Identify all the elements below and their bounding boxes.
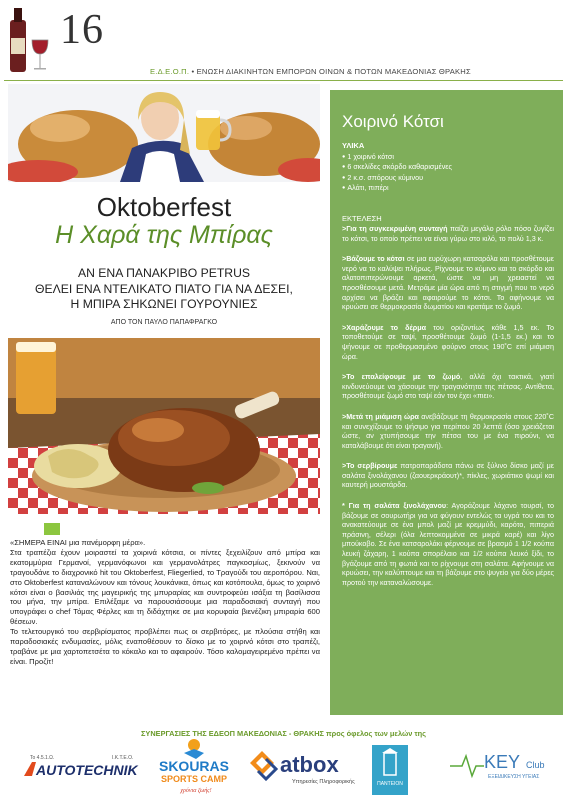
step-lead: >Μετά τη μιάμιση ώρα: [342, 411, 419, 421]
recipe-step: [342, 254, 554, 312]
step-text: παίζει μεγάλο ρόλο πόσο ζυγίζει το κότσι, το οποίο πρέπει να είναι γύρω στο κιλό, το πολύ 1,3 κ.: [342, 224, 554, 243]
step-lead: >Το επαλείφουμε με το ζωμό: [342, 372, 461, 382]
ingredient-item: ● Αλάτι, πιπέρι: [342, 183, 452, 193]
autotechnik-pre: Το 4.5.1.Ω.: [30, 755, 55, 761]
step-lead: >Βάζουμε το κότσι: [342, 254, 405, 264]
step-text: : Αγοράζουμε λάχανο τουρσί, το βάζουμε σε σουρωτήρι για να φύγουν εντελώς τα υγρά του και το ανακατεύουμε σε ένα μπολ μαζί με κρεμμύδι, καρότο, πιπεριά πράσινη, σέλερι (όλα λεπτοκομμένα σε μικρά καρέ) και λίγο μπούκοβο. Σε ένα κατσαρολάκι φέρνουμε σε βρασμό 1 1/2 κούπα λευκή ζάχαρη, 1 κούπα σπορέλαιο και 1/2 κούπα λευκό ξίδι, το βγάζουμε από τη φωτιά και το ρίχνουμε στη σαλάτα. Αφήνουμε να κρυώσει, την καλύπτουμε και τη βάζουμε στο ψυγείο για δύο μέρες προτού την καταναλώσουμε.: [342, 501, 554, 587]
autotechnik-logo[interactable]: [22, 750, 140, 785]
ingredient-item: ● 1 χοιρινό κότσι: [342, 152, 452, 162]
wine-bottle-glass-icon: [4, 4, 50, 74]
header-organization: [150, 67, 471, 76]
panteion-name: ΠΑΝΤΕΙΟΝ: [377, 781, 403, 787]
oktoberfest-waitress-photo: [8, 84, 320, 182]
recipe-steps: [342, 224, 554, 598]
recipe-step: [342, 372, 554, 401]
autotechnik-tag: Ι.Κ.Τ.Ε.Ο.: [112, 755, 134, 761]
partnerships-title: ΣΥΝΕΡΓΑΣΙΕΣ ΤΗΣ ΕΔΕΟΠ ΜΑΚΕΔΟΝΙΑΣ - ΘΡΑΚΗΣ προς όφελος των μελών της: [140, 729, 427, 738]
ingredients-heading: ΥΛΙΚΑ: [342, 141, 365, 150]
article-title: Oktoberfest: [96, 192, 232, 222]
deck-line: Η ΜΠΙΡΑ ΣΗΚΩΝΕΙ ΓΟΥΡΟΥΝΙΕΣ: [70, 297, 258, 311]
step-lead: >Το σερβίρουμε: [342, 461, 398, 471]
key-tag: ΕΞΕΙΔΙΚΕΥΣΗ ΥΓΕΙΑΣ: [488, 774, 540, 780]
deck-line: ΘΕΛΕΙ ΕΝΑ ΝΤΕΛΙΚΑΤΟ ΠΙΑΤΟ ΓΙΑ ΝΑ ΔΕΣΕΙ,: [35, 281, 293, 296]
step-text: του οριζοντίως κάθε 1,5 εκ. Το τοποθετούμε σε ταψί, προσθέτουμε ζωμό (1-1,5 εκ.) και το ψήνουμε σε προθερμασμένο φούρνο στους 190˚C επί μιάμιση ώρα.: [342, 322, 554, 361]
step-text: ανεβάζουμε τη θερμοκρασία στους 220˚C και συνεχίζουμε το ψήσιμο για περίπου 20 λεπτά (όσο χρειάζεται ώστε, αν χτυπήσουμε την πέτσα του με ένα πιρούνι, να καταλάβουμε ότι είναι τραγανή).: [342, 411, 555, 450]
recipe-step: [342, 461, 554, 490]
atbox-sub: Υπηρεσίες Πληροφορικής: [292, 779, 355, 785]
body-paragraph: Στα τραπέζια έχουν μοιραστεί τα χοιρινά κότσια, οι πίντες ξεχειλίζουν από μπίρα και εκατομμύρια Γερμανοί, γερμανόφωνοι και γερμανολάτρες παγκοσμίως, ξεκινούν να τραγουδάνε το διαχρονικό hit του Oktoberfest, Fliegerlied, το Τραγούδι του αεροπόρου. Ναι, στο Oktoberfest καταναλώνουν και τόνους λουκάνικα, όπως και κοτόπουλα, όμως το χοιρινό κότσι είναι ο βασιλιάς της μαγειρικής της μπυραρίας και συντροφεύει ισάξια τη βασίλισσα του μήνα, την μπίρα. Επιλέξαμε να παρουσιάσουμε μια παραδοσιακή συνταγή που υπογράφει ο chef Τόμας Φέρλες και τη διδάχτηκε σε μια κορυφαία βιενέζικη μπιραρία 600 θέσεων.: [10, 547, 320, 627]
key-name: KEY: [484, 752, 521, 772]
skouras-name: SKOURAS: [158, 758, 230, 774]
article-subtitle: Η Χαρά της Μπίρας: [55, 221, 273, 249]
body-paragraph: Το τελετουργικό του σερβιρίσματος προβλέπει πως οι σερβιτόρες, με πλούσια στήθη και παραδοσιακές ενδυμασίες, μόλις εναποθέσουν το δίσκο με το χοιρινό κότσι στο τραπέζι, τραβάνε με μια χαρτοπετσέτα το κόκαλο και το αφαιρούν. Τόσο καλομαγειρεμένο πρέπει να είναι. Προζίτ!: [10, 627, 320, 666]
execution-heading: ΕΚΤΕΛΕΣΗ: [342, 214, 382, 223]
panteion-logo[interactable]: [372, 745, 408, 795]
recipe-step: [342, 224, 554, 243]
org-name: ΕΝΩΣΗ ΔΙΑΚΙΝΗΤΩΝ ΕΜΠΟΡΩΝ ΟΙΝΩΝ & ΠΟΤΩΝ ΜΑΚΕΔΟΝΙΑΣ ΘΡΑΚΗΣ: [196, 67, 471, 76]
step-text: σε μια ευρύχωρη κατσαρόλα και προσθέτουμε νερό να το καλύψει πλήρως. Ρίχνουμε το κύμινο και το σκόρδο και αλατοπιπερώνουμε αρκετά, ώστε να μη χρειαστεί να προσθέσουμε μετά. Μετράμε μία ώρα από τη στιγμή που το νερό αρχίσει να βράζει και αφαιρούμε το κότσι. Το αφήνουμε να κρυώσει σε θερμοκρασία δωματίου και κρατάμε το ζωμό.: [342, 254, 554, 312]
recipe-step: [342, 501, 554, 587]
body-paragraph: «ΣΗΜΕΡΑ ΕΙΝΑΙ μια πανέμορφη μέρα».: [10, 538, 146, 547]
key-sub: Club: [526, 760, 545, 770]
deck-line: ΑΝ ΕΝΑ ΠΑΝΑΚΡΙΒΟ PETRUS: [77, 266, 251, 280]
org-separator: •: [189, 67, 197, 76]
skouras-sports-camp-logo[interactable]: [152, 735, 236, 797]
autotechnik-name: AUTOTECHNIK: [36, 762, 138, 778]
recipe-title: Χοιρινό Κότσι: [342, 112, 444, 131]
page-number: 16: [60, 7, 104, 53]
ingredient-item: ● 6 σκελίδες σκόρδο καθαρισμένες: [342, 162, 452, 172]
key-club-logo[interactable]: [448, 744, 558, 784]
step-text: πατροπαράδοτα πάνω σε ξύλινο δίσκο μαζί με σαλάτα ξινολάχανου (ζαουερκράουτ)*, πίκλες, χωριάτικο ψωμί και καυτερή μουστάρδα.: [342, 461, 555, 490]
step-lead: >Για τη συγκεκριμένη συνταγή: [342, 224, 448, 233]
skouras-sub: SPORTS CAMP: [160, 774, 228, 784]
pork-knuckle-photo: [8, 338, 320, 514]
section-marker: [44, 523, 60, 535]
header-divider: [4, 80, 563, 81]
recipe-step: [342, 412, 554, 450]
ingredient-item: ● 2 κ.σ. σπόρους κύμινου: [342, 173, 452, 183]
skouras-tag: χρόνια ζωής!: [180, 788, 212, 794]
org-abbreviation: Ε.Δ.Ε.Ο.Π.: [150, 67, 190, 76]
step-text: , αλλά όχι τακτικά, γιατί κινδυνεύουμε να χάσουμε την τραγανότητα της πέτσας. Αντίθετα, προσθέτουμε ζωμό στο ταψί εάν τον έχει «πιει».: [342, 372, 554, 401]
ingredients-list: [342, 152, 452, 194]
recipe-step: [342, 323, 554, 361]
atbox-name: atbox: [280, 752, 339, 777]
article-body: [10, 538, 320, 667]
article-deck: [8, 266, 320, 313]
step-lead: >Χαράζουμε το δέρμα: [342, 322, 427, 332]
article-author: ΑΠΟ ΤΟΝ ΠΑΥΛΟ ΠΑΠΑΦΡΑΓΚΟ: [110, 319, 218, 326]
step-lead: * Για τη σαλάτα ξινολάχανου: [342, 501, 447, 511]
atbox-logo[interactable]: [248, 747, 368, 787]
